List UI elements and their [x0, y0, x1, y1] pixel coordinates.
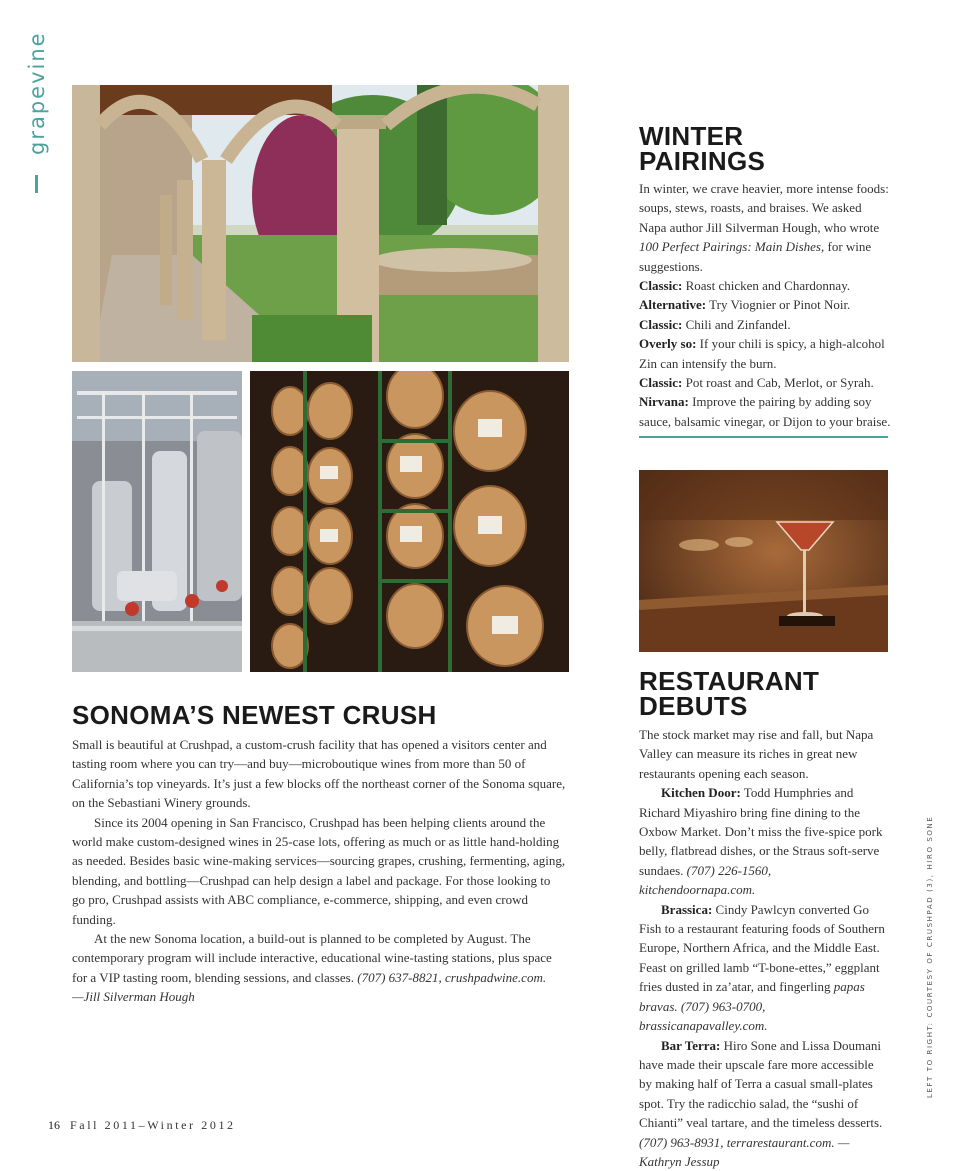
restaurant-dish: papas bravas.	[639, 979, 865, 1013]
winery-equipment-photo	[72, 371, 242, 672]
pairing-label: Nirvana:	[639, 394, 689, 409]
crush-paragraph-3-text: At the new Sonoma location, a build-out is planned to be completed by August. The contemporary program will include interactive, educational wine-tasting stations, plus space for a VIP tasting room, blending sessions, and classes.	[72, 931, 552, 985]
restaurant-bar-terra	[639, 1036, 889, 1171]
photo-credit	[923, 868, 937, 1098]
crush-byline	[72, 987, 566, 1006]
crush-title: SONOMA’S NEWEST CRUSH	[72, 703, 572, 728]
pairing-text: Roast chicken and Chardonnay.	[682, 278, 850, 293]
restaurants-title-line-2: DEBUTS	[639, 694, 899, 719]
restaurant-text: Cindy Pawlcyn converted Go Fish to a restaurant featuring foods of Southern Europe, Northern Africa, and the Middle East. Feast on grilled lamb “T-bone-ettes,” eggplant fries dusted in za’atar, and fingerling	[639, 902, 885, 995]
courtyard-arcade-photo	[72, 85, 569, 362]
restaurants-title	[639, 669, 899, 719]
pairings-title-line-2: PAIRINGS	[639, 149, 899, 174]
crush-contact: (707) 637-8821, crushpadwine.com.	[357, 970, 546, 985]
crush-paragraph-1: Small is beautiful at Crushpad, a custom-crush facility that has opened a visitors center and tasting room where you can try—and buy—microboutique wines from more than 50 of California’s top vineyards. It’s just a few blocks off the northeast corner of the Sonoma square, on the Sebastiani Winery grounds.	[72, 735, 566, 813]
barrel-room-photo	[250, 371, 569, 672]
pairing-label: Alternative:	[639, 297, 706, 312]
restaurants-body	[639, 725, 889, 1171]
pairings-title-line-1: WINTER	[639, 124, 899, 149]
section-label: grapevine	[22, 5, 52, 155]
crush-article	[72, 735, 566, 1007]
pairing-text: Try Viognier or Pinot Noir.	[706, 297, 850, 312]
restaurant-contact: (707) 226-1560, kitchendoornapa.com.	[639, 863, 771, 897]
pairing-text: Improve the pairing by adding soy sauce, balsamic vinegar, or Dijon to your braise.	[639, 394, 890, 428]
crush-paragraph-2: Since its 2004 opening in San Francisco, Crushpad has been helping clients around the world make custom-designed wines in 25-case lots, offering as much or as little hand-holding as needed. Besides basic wine-making services—sourcing grapes, crushing, fermenting, aging, blending, and bottling—Crushpad can help design a label and package. For those looking to go pro, Crushpad assists with ABC compliance, e-commerce, shipping, and even crowd funding.	[72, 813, 566, 929]
restaurant-text: Hiro Sone and Lissa Doumani have made their upscale fare more accessible by making half of Terra a casual small-plates spot. Try the radicchio salad, the “sushi of Chianti” veal tartare, and the timeless desserts.	[639, 1038, 882, 1131]
restaurant-name: Kitchen Door:	[661, 785, 741, 800]
restaurant-name: Brassica:	[661, 902, 712, 917]
pairing-item	[639, 392, 891, 431]
pairing-item	[639, 334, 891, 373]
page-number: 16	[48, 1118, 60, 1132]
section-tag	[22, 40, 52, 190]
restaurant-text: Todd Humphries and Richard Miyashiro bring fine dining to the Oxbow Market. Don’t miss the five-spice pork belly, flatbread dishes, or the Straus soft-serve sundaes.	[639, 785, 882, 878]
cocktail-photo	[639, 470, 888, 652]
restaurants-title-line-1: RESTAURANT	[639, 669, 899, 694]
pairing-item	[639, 373, 891, 392]
crush-byline-text: —Jill Silverman Hough	[72, 989, 195, 1004]
crush-paragraph-3	[72, 929, 566, 987]
pairing-label: Classic:	[639, 278, 682, 293]
pairing-item	[639, 315, 891, 334]
pairings-intro	[639, 179, 891, 276]
restaurants-intro: The stock market may rise and fall, but Napa Valley can measure its riches in great new restaurants opening each season.	[639, 725, 889, 783]
restaurants-byline: —Kathryn Jessup	[639, 1135, 849, 1169]
section-divider	[639, 436, 888, 438]
restaurant-contact: (707) 963-0700, brassicanapavalley.com.	[639, 999, 768, 1033]
pairing-label: Classic:	[639, 317, 682, 332]
restaurant-brassica	[639, 900, 889, 1036]
pairing-text: Chili and Zinfandel.	[682, 317, 790, 332]
pairing-label: Classic:	[639, 375, 682, 390]
pairings-title	[639, 124, 899, 174]
pairing-item	[639, 276, 891, 295]
pairing-item	[639, 295, 891, 314]
pairing-label: Overly so:	[639, 336, 696, 351]
issue-date: Fall 2011–Winter 2012	[70, 1118, 236, 1132]
pairings-intro-a: In winter, we crave heavier, more intense foods: soups, stews, roasts, and braises. We asked Napa author Jill Silverman Hough, who wrote	[639, 181, 889, 235]
pairing-text: If your chili is spicy, a high-alcohol Zin can intensify the burn.	[639, 336, 885, 370]
restaurant-name: Bar Terra:	[661, 1038, 720, 1053]
pairings-body	[639, 179, 891, 431]
pairings-book-title: 100 Perfect Pairings: Main Dishes,	[639, 239, 824, 254]
page-footer	[48, 1118, 236, 1133]
restaurant-kitchen-door	[639, 783, 889, 899]
pairings-intro-b: for wine suggestions.	[639, 239, 871, 273]
restaurant-contact: (707) 963-8931, terrarestaurant.com.	[639, 1135, 835, 1150]
section-tag-bar	[35, 175, 38, 193]
photo-credit-text: LEFT TO RIGHT: COURTESY OF CRUSHPAD (3), HIRO SONE	[923, 868, 937, 1098]
pairing-text: Pot roast and Cab, Merlot, or Syrah.	[682, 375, 873, 390]
